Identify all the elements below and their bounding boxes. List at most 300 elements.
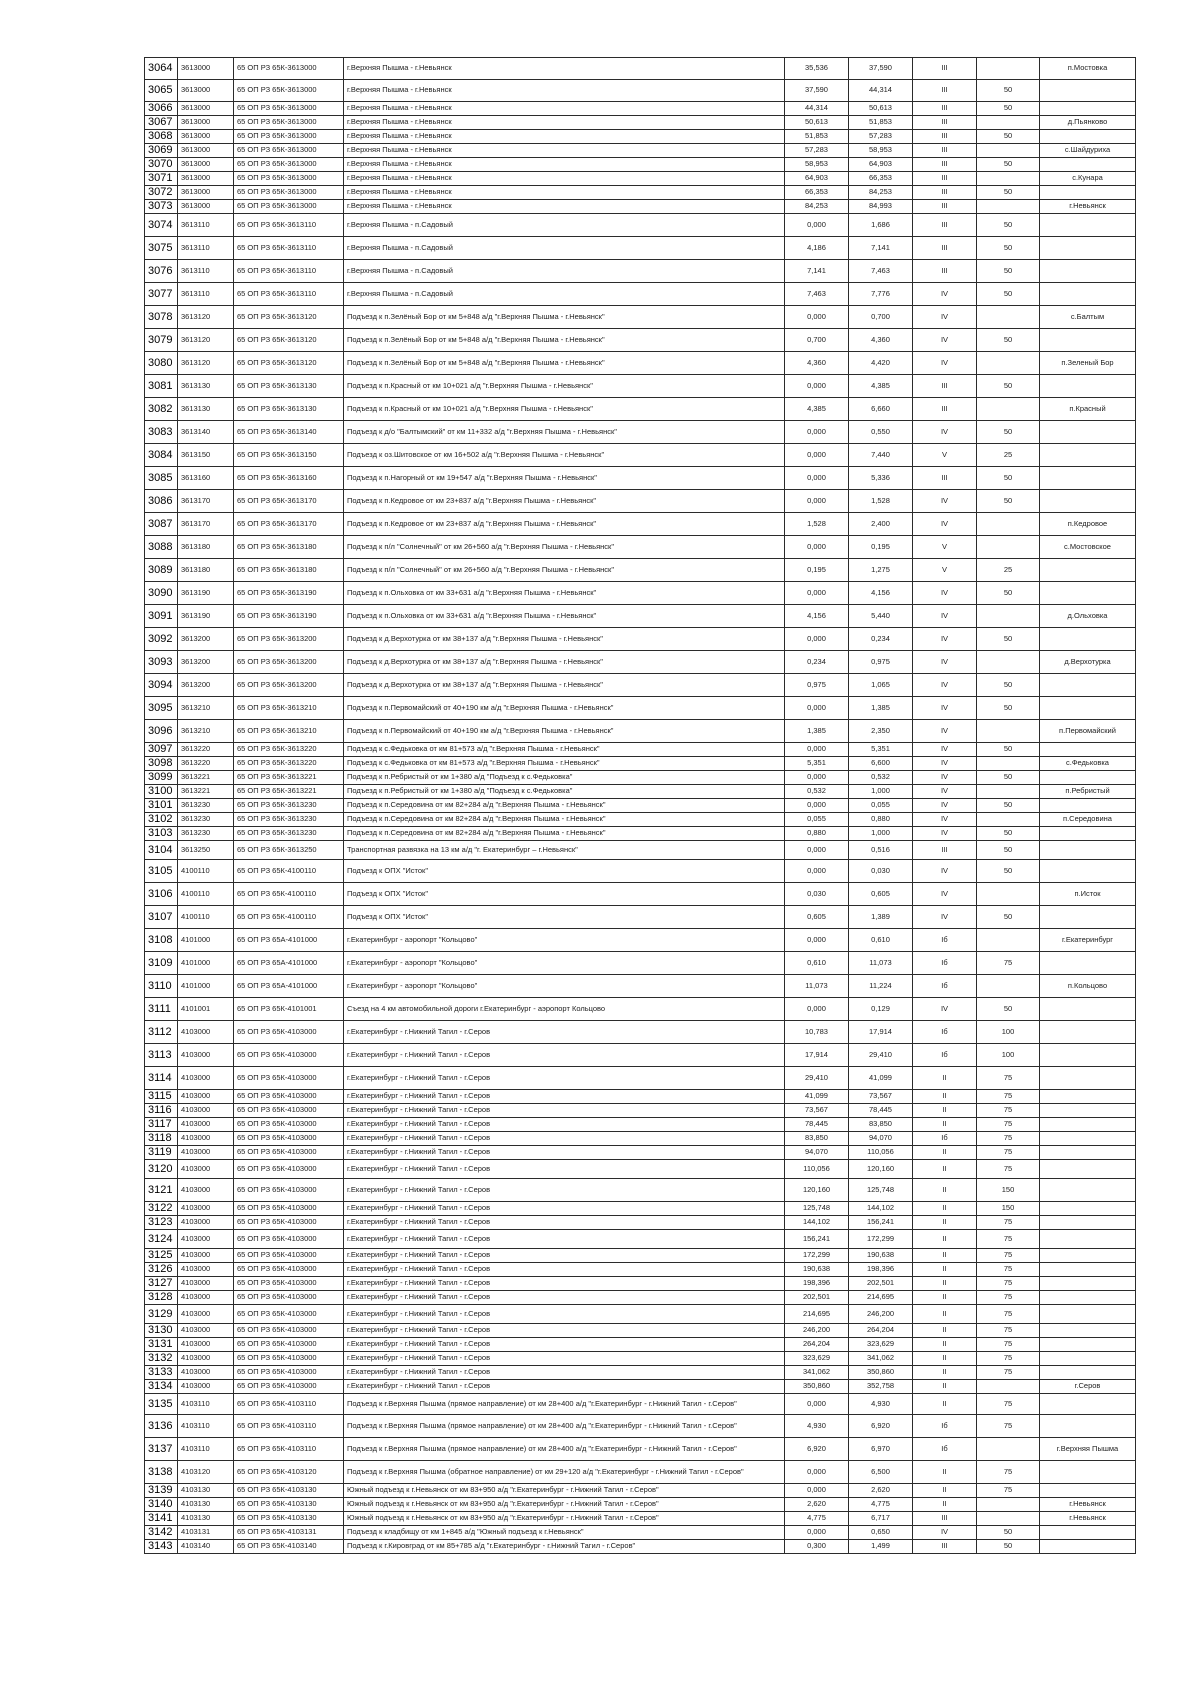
km-start-cell: 0,000 xyxy=(785,1526,849,1540)
table-row xyxy=(145,799,1136,813)
road-code-cell: 65 ОП РЗ 65К-4103000 xyxy=(234,1090,344,1104)
road-id-cell: 3613000 xyxy=(178,158,234,172)
road-name-cell: Подъезд к п.Красный от км 10+021 а/д "г.Верхняя Пышма - г.Невьянск" xyxy=(344,375,785,398)
road-id-cell: 3613000 xyxy=(178,144,234,158)
road-id-cell: 3613160 xyxy=(178,467,234,490)
row-number-cell: 3076 xyxy=(145,260,178,283)
speed-limit-cell: 75 xyxy=(977,1324,1040,1338)
road-id-cell: 3613110 xyxy=(178,260,234,283)
table-row xyxy=(145,1305,1136,1324)
road-id-cell: 3613170 xyxy=(178,490,234,513)
table-row xyxy=(145,1461,1136,1484)
row-number-cell: 3092 xyxy=(145,628,178,651)
road-category-cell: IV xyxy=(913,306,977,329)
speed-limit-cell: 50 xyxy=(977,674,1040,697)
speed-limit-cell: 50 xyxy=(977,237,1040,260)
settlement-cell xyxy=(1040,186,1136,200)
settlement-cell xyxy=(1040,1415,1136,1438)
km-end-cell: 1,499 xyxy=(849,1540,913,1554)
row-number-cell: 3095 xyxy=(145,697,178,720)
road-id-cell: 4101000 xyxy=(178,952,234,975)
road-code-cell: 65 ОП РЗ 65К-4103000 xyxy=(234,1132,344,1146)
km-end-cell: 341,062 xyxy=(849,1352,913,1366)
road-category-cell: IV xyxy=(913,883,977,906)
speed-limit-cell: 75 xyxy=(977,1366,1040,1380)
row-number-cell: 3107 xyxy=(145,906,178,929)
km-end-cell: 0,700 xyxy=(849,306,913,329)
speed-limit-cell: 75 xyxy=(977,1277,1040,1291)
road-code-cell: 65 ОП РЗ 65К-3613000 xyxy=(234,116,344,130)
road-name-cell: г.Верхняя Пышма - п.Садовый xyxy=(344,260,785,283)
road-name-cell: Подъезд к д.Верхотурка от км 38+137 а/д "г.Верхняя Пышма - г.Невьянск" xyxy=(344,628,785,651)
settlement-cell: с.Балтым xyxy=(1040,306,1136,329)
settlement-cell xyxy=(1040,1104,1136,1118)
road-name-cell: г.Екатеринбург - г.Нижний Тагил - г.Серов xyxy=(344,1324,785,1338)
road-category-cell: III xyxy=(913,130,977,144)
row-number-cell: 3122 xyxy=(145,1202,178,1216)
km-end-cell: 7,463 xyxy=(849,260,913,283)
road-code-cell: 65 ОП РЗ 65К-4103000 xyxy=(234,1263,344,1277)
road-id-cell: 4103000 xyxy=(178,1305,234,1324)
speed-limit-cell: 75 xyxy=(977,1352,1040,1366)
km-end-cell: 0,030 xyxy=(849,860,913,883)
km-end-cell: 37,590 xyxy=(849,58,913,80)
road-code-cell: 65 ОП РЗ 65К-4103120 xyxy=(234,1461,344,1484)
speed-limit-cell: 75 xyxy=(977,1415,1040,1438)
road-category-cell: IV xyxy=(913,605,977,628)
road-name-cell: Подъезд к п/л "Солнечный" от км 26+560 а/д "г.Верхняя Пышма - г.Невьянск" xyxy=(344,536,785,559)
road-id-cell: 4103000 xyxy=(178,1146,234,1160)
row-number-cell: 3104 xyxy=(145,841,178,860)
km-start-cell: 246,200 xyxy=(785,1324,849,1338)
road-code-cell: 65 ОП РЗ 65К-3613230 xyxy=(234,827,344,841)
km-end-cell: 156,241 xyxy=(849,1216,913,1230)
road-code-cell: 65 ОП РЗ 65К-4103130 xyxy=(234,1498,344,1512)
km-end-cell: 7,440 xyxy=(849,444,913,467)
road-name-cell: Подъезд к г.Верхняя Пышма (обратное направление) от км 29+120 а/д "г.Екатеринбург - г.Нижний Тагил - г.Серов" xyxy=(344,1461,785,1484)
road-category-cell: II xyxy=(913,1118,977,1132)
km-start-cell: 0,532 xyxy=(785,785,849,799)
settlement-cell xyxy=(1040,1067,1136,1090)
km-end-cell: 1,000 xyxy=(849,785,913,799)
row-number-cell: 3105 xyxy=(145,860,178,883)
road-name-cell: г.Екатеринбург - аэропорт "Кольцово" xyxy=(344,975,785,998)
row-number-cell: 3083 xyxy=(145,421,178,444)
table-row xyxy=(145,1118,1136,1132)
speed-limit-cell: 75 xyxy=(977,1461,1040,1484)
km-end-cell: 5,336 xyxy=(849,467,913,490)
road-category-cell: Iб xyxy=(913,1438,977,1461)
km-end-cell: 0,610 xyxy=(849,929,913,952)
row-number-cell: 3119 xyxy=(145,1146,178,1160)
road-code-cell: 65 ОП РЗ 65К-3613170 xyxy=(234,513,344,536)
row-number-cell: 3099 xyxy=(145,771,178,785)
road-name-cell: г.Екатеринбург - г.Нижний Тагил - г.Серов xyxy=(344,1044,785,1067)
road-code-cell: 65 ОП РЗ 65К-3613150 xyxy=(234,444,344,467)
road-name-cell: г.Верхняя Пышма - г.Невьянск xyxy=(344,172,785,186)
km-start-cell: 0,000 xyxy=(785,929,849,952)
road-id-cell: 3613190 xyxy=(178,605,234,628)
road-code-cell: 65 ОП РЗ 65К-3613200 xyxy=(234,628,344,651)
speed-limit-cell xyxy=(977,513,1040,536)
km-end-cell: 264,204 xyxy=(849,1324,913,1338)
road-name-cell: г.Екатеринбург - г.Нижний Тагил - г.Серов xyxy=(344,1380,785,1394)
table-row xyxy=(145,130,1136,144)
road-code-cell: 65 ОП РЗ 65К-3613120 xyxy=(234,306,344,329)
km-start-cell: 1,385 xyxy=(785,720,849,743)
road-id-cell: 3613200 xyxy=(178,651,234,674)
km-start-cell: 0,030 xyxy=(785,883,849,906)
table-row xyxy=(145,1526,1136,1540)
settlement-cell xyxy=(1040,421,1136,444)
speed-limit-cell: 50 xyxy=(977,841,1040,860)
km-start-cell: 110,056 xyxy=(785,1160,849,1179)
row-number-cell: 3118 xyxy=(145,1132,178,1146)
km-start-cell: 0,000 xyxy=(785,697,849,720)
road-id-cell: 3613000 xyxy=(178,172,234,186)
km-start-cell: 0,000 xyxy=(785,743,849,757)
table-row xyxy=(145,58,1136,80)
km-start-cell: 17,914 xyxy=(785,1044,849,1067)
row-number-cell: 3082 xyxy=(145,398,178,421)
road-code-cell: 65 ОП РЗ 65К-4103000 xyxy=(234,1118,344,1132)
road-category-cell: Iб xyxy=(913,975,977,998)
settlement-cell: с.Мостовское xyxy=(1040,536,1136,559)
speed-limit-cell xyxy=(977,1380,1040,1394)
table-row xyxy=(145,1249,1136,1263)
table-row xyxy=(145,306,1136,329)
road-id-cell: 3613210 xyxy=(178,720,234,743)
road-name-cell: г.Екатеринбург - г.Нижний Тагил - г.Серов xyxy=(344,1249,785,1263)
table-row xyxy=(145,1512,1136,1526)
km-end-cell: 1,686 xyxy=(849,214,913,237)
table-row xyxy=(145,883,1136,906)
table-row xyxy=(145,582,1136,605)
road-category-cell: II xyxy=(913,1461,977,1484)
km-end-cell: 5,440 xyxy=(849,605,913,628)
road-name-cell: Подъезд к ОПХ "Исток" xyxy=(344,906,785,929)
settlement-cell: с.Кунара xyxy=(1040,172,1136,186)
km-start-cell: 4,930 xyxy=(785,1415,849,1438)
settlement-cell xyxy=(1040,1540,1136,1554)
table-row xyxy=(145,1415,1136,1438)
km-start-cell: 0,300 xyxy=(785,1540,849,1554)
table-row xyxy=(145,80,1136,102)
road-category-cell: IV xyxy=(913,785,977,799)
settlement-cell: п.Кедровое xyxy=(1040,513,1136,536)
road-name-cell: г.Екатеринбург - аэропорт "Кольцово" xyxy=(344,952,785,975)
settlement-cell xyxy=(1040,444,1136,467)
road-code-cell: 65 ОП РЗ 65К-4103000 xyxy=(234,1202,344,1216)
km-end-cell: 2,350 xyxy=(849,720,913,743)
road-name-cell: г.Верхняя Пышма - г.Невьянск xyxy=(344,186,785,200)
road-category-cell: IV xyxy=(913,674,977,697)
settlement-cell xyxy=(1040,628,1136,651)
road-name-cell: г.Екатеринбург - г.Нижний Тагил - г.Серов xyxy=(344,1366,785,1380)
road-category-cell: IV xyxy=(913,720,977,743)
speed-limit-cell xyxy=(977,785,1040,799)
table-row xyxy=(145,975,1136,998)
km-start-cell: 4,186 xyxy=(785,237,849,260)
km-start-cell: 4,360 xyxy=(785,352,849,375)
speed-limit-cell xyxy=(977,200,1040,214)
row-number-cell: 3123 xyxy=(145,1216,178,1230)
road-id-cell: 3613000 xyxy=(178,200,234,214)
speed-limit-cell: 75 xyxy=(977,1216,1040,1230)
road-id-cell: 4103140 xyxy=(178,1540,234,1554)
road-code-cell: 65 ОП РЗ 65К-3613180 xyxy=(234,536,344,559)
road-code-cell: 65 ОП РЗ 65К-3613000 xyxy=(234,144,344,158)
km-end-cell: 2,400 xyxy=(849,513,913,536)
road-id-cell: 3613140 xyxy=(178,421,234,444)
settlement-cell xyxy=(1040,1291,1136,1305)
settlement-cell: г.Невьянск xyxy=(1040,200,1136,214)
table-row xyxy=(145,352,1136,375)
table-row xyxy=(145,1021,1136,1044)
road-category-cell: III xyxy=(913,116,977,130)
settlement-cell xyxy=(1040,329,1136,352)
km-end-cell: 125,748 xyxy=(849,1179,913,1202)
table-row xyxy=(145,1324,1136,1338)
table-row xyxy=(145,952,1136,975)
table-row xyxy=(145,1498,1136,1512)
speed-limit-cell: 50 xyxy=(977,490,1040,513)
road-name-cell: г.Верхняя Пышма - п.Садовый xyxy=(344,214,785,237)
km-end-cell: 17,914 xyxy=(849,1021,913,1044)
speed-limit-cell: 75 xyxy=(977,1118,1040,1132)
row-number-cell: 3125 xyxy=(145,1249,178,1263)
road-name-cell: Подъезд к п.Середовина от км 82+284 а/д "г.Верхняя Пышма - г.Невьянск" xyxy=(344,827,785,841)
road-category-cell: III xyxy=(913,237,977,260)
settlement-cell xyxy=(1040,467,1136,490)
table-row xyxy=(145,1104,1136,1118)
table-body xyxy=(145,58,1136,1554)
table-row xyxy=(145,1044,1136,1067)
road-name-cell: г.Екатеринбург - г.Нижний Тагил - г.Серов xyxy=(344,1230,785,1249)
km-start-cell: 341,062 xyxy=(785,1366,849,1380)
road-name-cell: г.Верхняя Пышма - г.Невьянск xyxy=(344,116,785,130)
road-code-cell: 65 ОП РЗ 65К-3613000 xyxy=(234,58,344,80)
row-number-cell: 3137 xyxy=(145,1438,178,1461)
road-category-cell: II xyxy=(913,1179,977,1202)
road-id-cell: 3613130 xyxy=(178,375,234,398)
road-category-cell: II xyxy=(913,1366,977,1380)
speed-limit-cell: 150 xyxy=(977,1179,1040,1202)
road-category-cell: II xyxy=(913,1305,977,1324)
km-end-cell: 6,600 xyxy=(849,757,913,771)
row-number-cell: 3080 xyxy=(145,352,178,375)
settlement-cell xyxy=(1040,1090,1136,1104)
road-name-cell: Подъезд к г.Верхняя Пышма (прямое направление) от км 28+400 а/д "г.Екатеринбург - г.Нижний Тагил - г.Серов" xyxy=(344,1415,785,1438)
settlement-cell xyxy=(1040,582,1136,605)
km-start-cell: 0,000 xyxy=(785,1461,849,1484)
settlement-cell xyxy=(1040,1179,1136,1202)
road-name-cell: г.Екатеринбург - г.Нижний Тагил - г.Серов xyxy=(344,1104,785,1118)
road-id-cell: 3613200 xyxy=(178,628,234,651)
row-number-cell: 3113 xyxy=(145,1044,178,1067)
km-start-cell: 0,000 xyxy=(785,771,849,785)
road-category-cell: III xyxy=(913,186,977,200)
row-number-cell: 3140 xyxy=(145,1498,178,1512)
settlement-cell: г.Екатеринбург xyxy=(1040,929,1136,952)
road-id-cell: 4103000 xyxy=(178,1324,234,1338)
row-number-cell: 3124 xyxy=(145,1230,178,1249)
road-code-cell: 65 ОП РЗ 65К-4103000 xyxy=(234,1291,344,1305)
km-start-cell: 172,299 xyxy=(785,1249,849,1263)
km-end-cell: 172,299 xyxy=(849,1230,913,1249)
road-category-cell: IV xyxy=(913,283,977,306)
road-name-cell: Подъезд к п.Ольховка от км 33+631 а/д "г.Верхняя Пышма - г.Невьянск" xyxy=(344,582,785,605)
speed-limit-cell: 75 xyxy=(977,1291,1040,1305)
road-name-cell: Подъезд к д/о "Балтымский" от км 11+332 а/д "г.Верхняя Пышма - г.Невьянск" xyxy=(344,421,785,444)
road-category-cell: III xyxy=(913,200,977,214)
km-start-cell: 0,700 xyxy=(785,329,849,352)
km-end-cell: 1,065 xyxy=(849,674,913,697)
speed-limit-cell xyxy=(977,1438,1040,1461)
table-row xyxy=(145,102,1136,116)
km-start-cell: 0,605 xyxy=(785,906,849,929)
road-category-cell: II xyxy=(913,1324,977,1338)
road-name-cell: г.Екатеринбург - г.Нижний Тагил - г.Серов xyxy=(344,1118,785,1132)
km-end-cell: 11,224 xyxy=(849,975,913,998)
km-end-cell: 0,516 xyxy=(849,841,913,860)
road-name-cell: г.Екатеринбург - г.Нижний Тагил - г.Серов xyxy=(344,1179,785,1202)
km-start-cell: 35,536 xyxy=(785,58,849,80)
row-number-cell: 3141 xyxy=(145,1512,178,1526)
speed-limit-cell: 50 xyxy=(977,799,1040,813)
road-category-cell: IV xyxy=(913,329,977,352)
road-name-cell: Подъезд к п.Первомайский от 40+190 км а/д "г.Верхняя Пышма - г.Невьянск" xyxy=(344,697,785,720)
km-end-cell: 214,695 xyxy=(849,1291,913,1305)
road-id-cell: 4103110 xyxy=(178,1394,234,1415)
table-row xyxy=(145,1380,1136,1394)
road-id-cell: 4103000 xyxy=(178,1352,234,1366)
road-category-cell: II xyxy=(913,1249,977,1263)
km-start-cell: 0,000 xyxy=(785,799,849,813)
table-row xyxy=(145,1160,1136,1179)
speed-limit-cell: 75 xyxy=(977,1484,1040,1498)
table-row xyxy=(145,628,1136,651)
road-name-cell: г.Верхняя Пышма - г.Невьянск xyxy=(344,144,785,158)
km-start-cell: 4,775 xyxy=(785,1512,849,1526)
table-row xyxy=(145,1277,1136,1291)
road-name-cell: Южный подъезд к г.Невьянск от км 83+950 а/д "г.Екатеринбург - г.Нижний Тагил - г.Серов" xyxy=(344,1484,785,1498)
road-id-cell: 4101000 xyxy=(178,975,234,998)
km-start-cell: 4,156 xyxy=(785,605,849,628)
row-number-cell: 3127 xyxy=(145,1277,178,1291)
speed-limit-cell xyxy=(977,929,1040,952)
road-name-cell: Подъезд к д.Верхотурка от км 38+137 а/д "г.Верхняя Пышма - г.Невьянск" xyxy=(344,651,785,674)
table-row xyxy=(145,743,1136,757)
settlement-cell xyxy=(1040,771,1136,785)
road-name-cell: Подъезд к с.Федьковка от км 81+573 а/д "г.Верхняя Пышма - г.Невьянск" xyxy=(344,743,785,757)
road-category-cell: IV xyxy=(913,697,977,720)
km-start-cell: 0,195 xyxy=(785,559,849,582)
settlement-cell xyxy=(1040,1484,1136,1498)
km-end-cell: 1,385 xyxy=(849,697,913,720)
km-end-cell: 110,056 xyxy=(849,1146,913,1160)
road-category-cell: IV xyxy=(913,906,977,929)
road-id-cell: 4100110 xyxy=(178,906,234,929)
row-number-cell: 3130 xyxy=(145,1324,178,1338)
km-end-cell: 29,410 xyxy=(849,1044,913,1067)
row-number-cell: 3084 xyxy=(145,444,178,467)
row-number-cell: 3098 xyxy=(145,757,178,771)
settlement-cell: п.Ребристый xyxy=(1040,785,1136,799)
speed-limit-cell: 50 xyxy=(977,467,1040,490)
row-number-cell: 3091 xyxy=(145,605,178,628)
road-id-cell: 4103000 xyxy=(178,1118,234,1132)
table-row xyxy=(145,214,1136,237)
km-end-cell: 198,396 xyxy=(849,1263,913,1277)
road-category-cell: Iб xyxy=(913,929,977,952)
settlement-cell: с.Шайдуриха xyxy=(1040,144,1136,158)
row-number-cell: 3109 xyxy=(145,952,178,975)
road-code-cell: 65 ОП РЗ 65К-4103130 xyxy=(234,1484,344,1498)
road-id-cell: 3613220 xyxy=(178,757,234,771)
road-code-cell: 65 ОП РЗ 65А-4101000 xyxy=(234,929,344,952)
km-start-cell: 125,748 xyxy=(785,1202,849,1216)
table-row xyxy=(145,1366,1136,1380)
road-id-cell: 4100110 xyxy=(178,860,234,883)
row-number-cell: 3085 xyxy=(145,467,178,490)
road-code-cell: 65 ОП РЗ 65К-3613110 xyxy=(234,214,344,237)
road-name-cell: г.Верхняя Пышма - г.Невьянск xyxy=(344,158,785,172)
road-code-cell: 65 ОП РЗ 65К-3613200 xyxy=(234,674,344,697)
road-id-cell: 3613230 xyxy=(178,813,234,827)
km-start-cell: 202,501 xyxy=(785,1291,849,1305)
table-row xyxy=(145,1263,1136,1277)
row-number-cell: 3079 xyxy=(145,329,178,352)
speed-limit-cell xyxy=(977,651,1040,674)
km-start-cell: 0,000 xyxy=(785,375,849,398)
row-number-cell: 3088 xyxy=(145,536,178,559)
road-name-cell: Южный подъезд к г.Невьянск от км 83+950 а/д "г.Екатеринбург - г.Нижний Тагил - г.Серов" xyxy=(344,1512,785,1526)
road-code-cell: 65 ОП РЗ 65К-3613000 xyxy=(234,186,344,200)
road-name-cell: Подъезд к п.Середовина от км 82+284 а/д "г.Верхняя Пышма - г.Невьянск" xyxy=(344,799,785,813)
speed-limit-cell xyxy=(977,144,1040,158)
road-id-cell: 4103130 xyxy=(178,1484,234,1498)
km-start-cell: 1,528 xyxy=(785,513,849,536)
settlement-cell xyxy=(1040,998,1136,1021)
road-code-cell: 65 ОП РЗ 65К-4103131 xyxy=(234,1526,344,1540)
road-name-cell: Подъезд к оз.Шитовское от км 16+502 а/д "г.Верхняя Пышма - г.Невьянск" xyxy=(344,444,785,467)
km-start-cell: 37,590 xyxy=(785,80,849,102)
table-row xyxy=(145,860,1136,883)
settlement-cell xyxy=(1040,80,1136,102)
road-category-cell: III xyxy=(913,158,977,172)
road-code-cell: 65 ОП РЗ 65К-3613170 xyxy=(234,490,344,513)
road-code-cell: 65 ОП РЗ 65К-3613140 xyxy=(234,421,344,444)
row-number-cell: 3136 xyxy=(145,1415,178,1438)
km-start-cell: 66,353 xyxy=(785,186,849,200)
road-name-cell: г.Верхняя Пышма - п.Садовый xyxy=(344,237,785,260)
km-end-cell: 120,160 xyxy=(849,1160,913,1179)
km-start-cell: 11,073 xyxy=(785,975,849,998)
settlement-cell: п.Зеленый Бор xyxy=(1040,352,1136,375)
road-category-cell: III xyxy=(913,841,977,860)
table-row xyxy=(145,651,1136,674)
road-code-cell: 65 ОП РЗ 65К-4100110 xyxy=(234,883,344,906)
road-code-cell: 65 ОП РЗ 65А-4101000 xyxy=(234,975,344,998)
road-code-cell: 65 ОП РЗ 65К-4103000 xyxy=(234,1146,344,1160)
road-code-cell: 65 ОП РЗ 65К-4103000 xyxy=(234,1160,344,1179)
row-number-cell: 3112 xyxy=(145,1021,178,1044)
km-start-cell: 0,055 xyxy=(785,813,849,827)
km-end-cell: 73,567 xyxy=(849,1090,913,1104)
row-number-cell: 3089 xyxy=(145,559,178,582)
speed-limit-cell xyxy=(977,536,1040,559)
